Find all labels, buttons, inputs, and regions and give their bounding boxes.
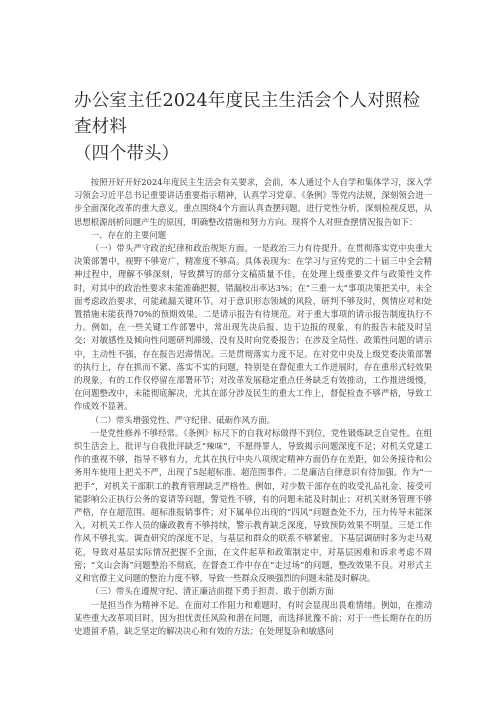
subsection-heading-responsibility: （三）带头在遵规守纪、清正廉洁前提下勇于担责、敢于创新方面 <box>90 586 334 597</box>
paragraph-party-spirit: 一是党性修养不够经常。《条例》标尺下的自我对标做得不到位，党性锻炼缺乏自觉性。在组织生活会上，批评与自我批评缺乏“辣味”，不愿得罪人，导致揭示问题深度不足；对机关党建工作的重视不够，指导不够有力，尤其在执行中央八项规定精神方面仍存在差距，如公务接待和公务用车使用上把关不严，出现了5起超标准、超范围事件。二是廉洁自律意识有待加强。作为“一把手”，对机关干部职工的教育管理缺乏严格性。例如，对少数干部存在的收受礼品礼金、接受可能影响公正执行公务的宴请等问题，警觉性不够，有的问题未能及时制止；对机关财务管理不够严格，存在超范围、超标准报销事件；对下属单位出现的“四风”问题查处不力，压力传导未能深入，对机关工作人员的廉政教育不够持续，警示教育缺乏深度，导致预防效果不明显。三是工作作风不够扎实。调查研究的深度不足，与基层和群众的联系不够紧密。下基层调研时多为走马观花，导致对基层实际情况把握不全面，在文件起草和政策制定中，对基层困难和诉求考虑不周密；“文山会海”问题整治不彻底，在督查工作中存在“走过场”的问题，整改效果不良。对形式主义和官僚主义问题的整治力度不够，导致一些群众反映强烈的问题未能及时解决。 <box>74 427 432 584</box>
document-body <box>74 176 432 638</box>
section-heading-main-problems: 一、存在的主要问题 <box>90 229 167 240</box>
subsection-heading-party-spirit: （二）带头增强党性、严守纪律、砥砺作风方面。 <box>90 414 276 425</box>
paragraph-political-discipline: （一）带头严守政治纪律和政治规矩方面。一是政治三力有待提升。在贯彻落实党中央重大决策部署中，视野不够宽广，精准度不够高。具体表现为：在学习与宣传党的二十届三中全会精神过程中，理解不够深刻，导致撰写的部分文稿质量不佳，在处理上级重要文件与政策性文件时，对其中的政治性要求未能准确把握，错漏校出率达3%；在“三重一大”事项决策把关中，未全面考虑政治要求，可能疏漏关键环节。对于意识形态领域的风险，研判不够及时，舆情应对和处置措施未能获得70%的预期效果。二是请示报告有待规范。对于重大事项的请示报告制度执行不力。例如，在一些关键工作部署中，常出现先决后报、边干边报的现象，有的报告未能及时呈交；对敏感性及倾向性问题研判滞缓，没有及时向党委报告；在涉及全局性、政策性问题的请示中，主动性不强，存在报告迟滞情况。三是贯彻落实力度不足。在对党中央及上级党委决策部署的执行上，存在抓而不紧、落实不实的问题，特别是在督促重大工作进展时，存在重形式轻效果的现象，有的工作仅停留在部署环节；对改革发展稳定重点任务缺乏有效推动，工作推进缓慢，在问题整改中，未能彻底解决，尤其在部分涉及民生的重大工作上，督促检查不够严格，导致工作成效不显著。 <box>74 243 432 412</box>
document-title: 办公室主任2024年度民主生活会个人对照检查材料 <box>74 91 421 137</box>
paragraph-responsibility: 一是担当作为精神不足。在面对工作阻力和难题时，有时会显现出畏难情绪。例如，在推动某些重大改革项目时，因为担忧责任风险和潜在问题，而选择犹豫不前；对于一些长期存在的历史遗留矛盾，缺乏坚定的解决决心和有效的方法；在处理复杂和敏感问 <box>74 599 432 636</box>
document-subtitle: （四个带头） <box>74 144 179 164</box>
intro-paragraph: 按照开好开好2024年度民主生活会有关要求，会前，本人通过个人自学和集体学习，深入学习领会习近平总书记重要讲话重要指示精神，认真学习党章、《条例》等党内法规，深刻领会进一步全面深化改革的重大意义，重点围绕4个方面认真查摆问题，进行党性分析，深刻检视反思，从思想根源剖析问题产生的原因，明确整改措施和努力方向。现将个人对照查摆情况报告如下： <box>74 177 432 227</box>
